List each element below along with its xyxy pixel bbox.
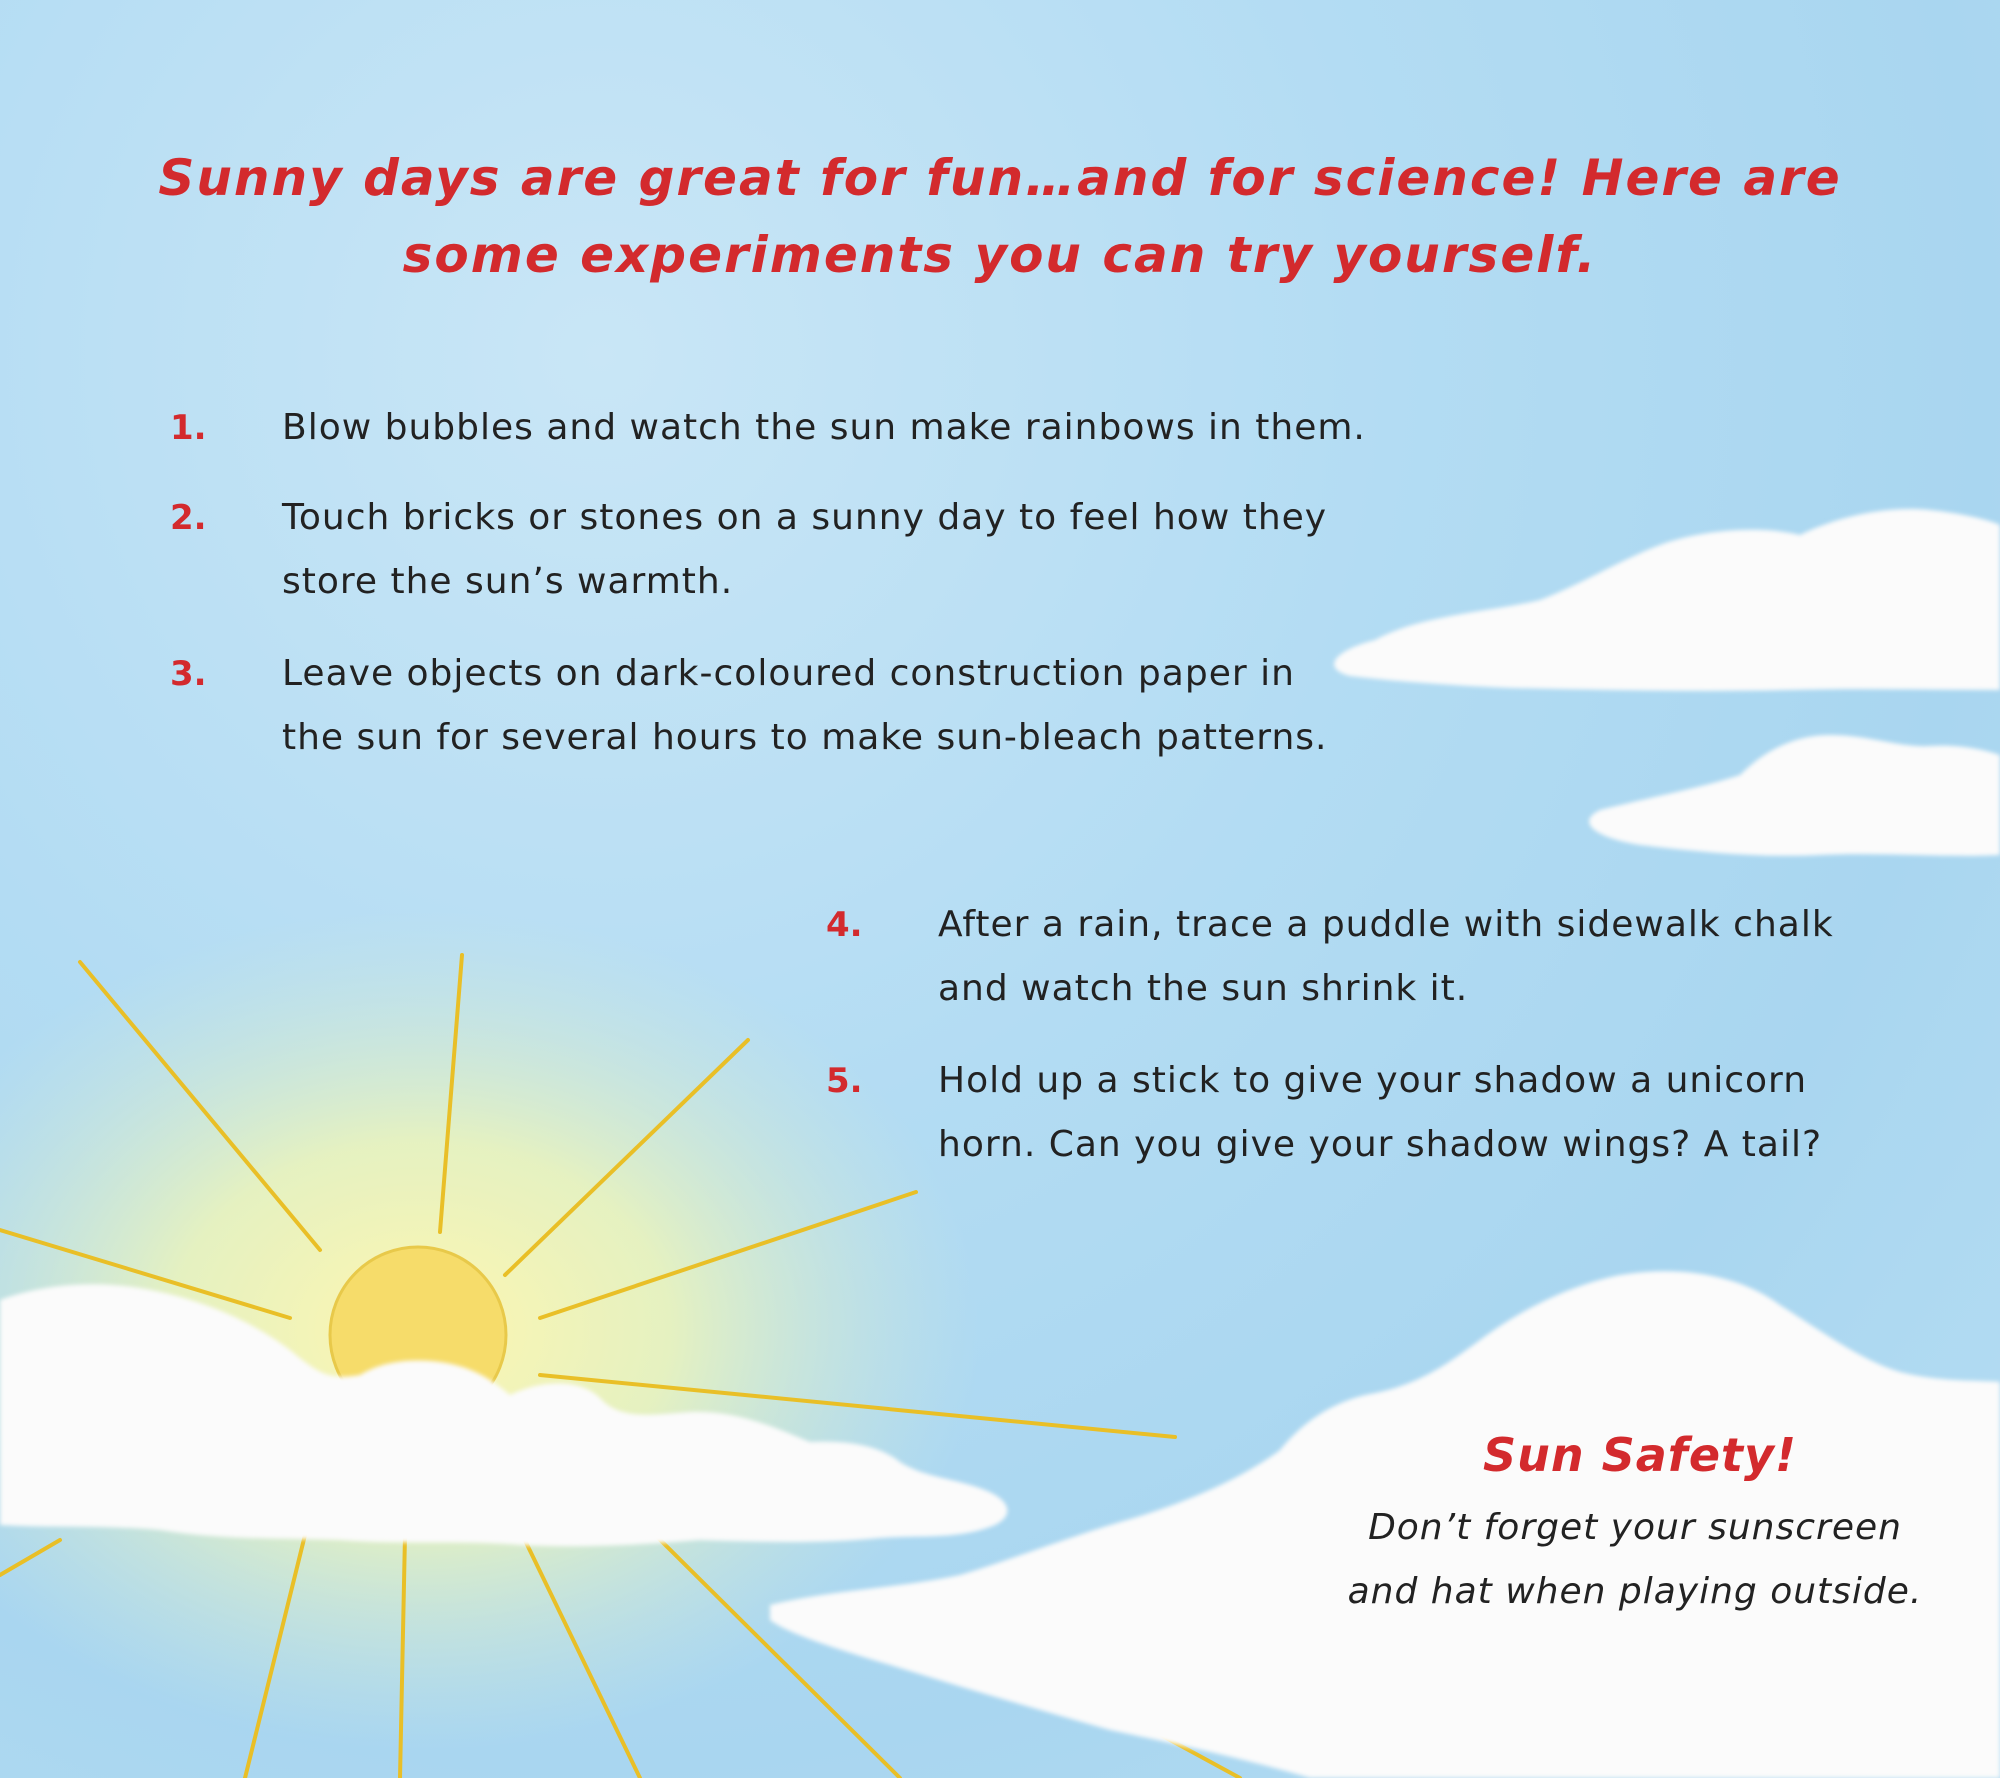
experiment-text: Touch bricks or stones on a sunny day to feel how they store the sun’s warmth.	[282, 497, 1328, 602]
experiment-number: 5.	[826, 1061, 863, 1101]
experiment-item	[170, 642, 1400, 770]
experiment-text: After a rain, trace a puddle with sidewalk chalk and watch the sun shrink it.	[938, 904, 1834, 1009]
experiment-number: 4.	[826, 905, 863, 945]
cloud-top-right	[1334, 509, 2000, 691]
experiment-item	[826, 893, 1946, 1021]
sun-safety-title: Sun Safety!	[1483, 1428, 1797, 1482]
experiment-text: Hold up a stick to give your shadow a unicorn horn. Can you give your shadow wings? A tail?	[938, 1060, 1823, 1165]
intro-heading: Sunny days are great for fun…and for science! Here are some experiments you can try yourself.	[158, 149, 1842, 284]
experiment-number: 3.	[170, 654, 207, 694]
experiment-item	[826, 1049, 1946, 1177]
experiment-number: 2.	[170, 498, 207, 538]
experiment-text: Blow bubbles and watch the sun make rainbows in them.	[282, 407, 1366, 448]
experiment-text: Leave objects on dark-coloured construction paper in the sun for several hours to make sun-bleach patterns.	[282, 653, 1328, 758]
experiment-item	[170, 486, 1400, 614]
sun-safety-box	[1310, 1420, 1960, 1624]
sun-safety-text: Don’t forget your sunscreen and hat when playing outside.	[1347, 1507, 1923, 1612]
experiment-number: 1.	[170, 408, 207, 448]
cloud-mid-right	[1589, 735, 2000, 856]
experiment-item	[170, 396, 1400, 460]
